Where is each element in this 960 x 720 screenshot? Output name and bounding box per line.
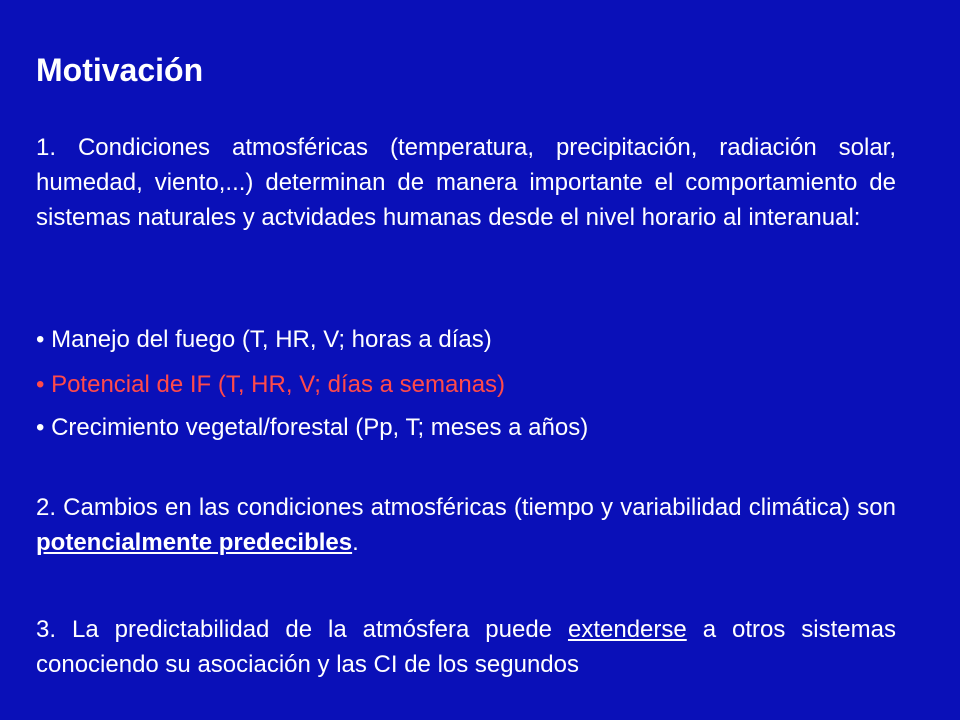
bullet-fire-management: • Manejo del fuego (T, HR, V; horas a días)	[36, 326, 492, 353]
paragraph-1: 1. Condiciones atmosféricas (temperatura, precipitación, radiación solar, humedad, viento,...) determinan de manera importante el comportamiento de sistemas naturales y actvidades humanas desde el nivel horario al interanual:	[36, 134, 896, 231]
paragraph-3	[36, 612, 896, 682]
bullet-vegetation-growth: • Crecimiento vegetal/forestal (Pp, T; meses a años)	[36, 414, 589, 441]
paragraph-3-text: 3. La predictabilidad de la atmósfera puede	[36, 616, 568, 643]
paragraph-2-text: 2. Cambios en las condiciones atmosféricas (tiempo y variabilidad climática) son	[36, 494, 896, 521]
slide-title: Motivación	[36, 52, 204, 88]
paragraph-2-end: .	[352, 529, 359, 556]
paragraph-2-emphasis: potencialmente predecibles	[36, 529, 353, 556]
paragraph-3-end: a otros sistemas conociendo su asociación y las CI de los segundos	[36, 616, 896, 678]
bullet-fire-potential: • Potencial de IF (T, HR, V; días a semanas)	[36, 371, 506, 398]
paragraph-2	[36, 490, 896, 560]
paragraph-3-emphasis: extenderse	[567, 616, 687, 643]
